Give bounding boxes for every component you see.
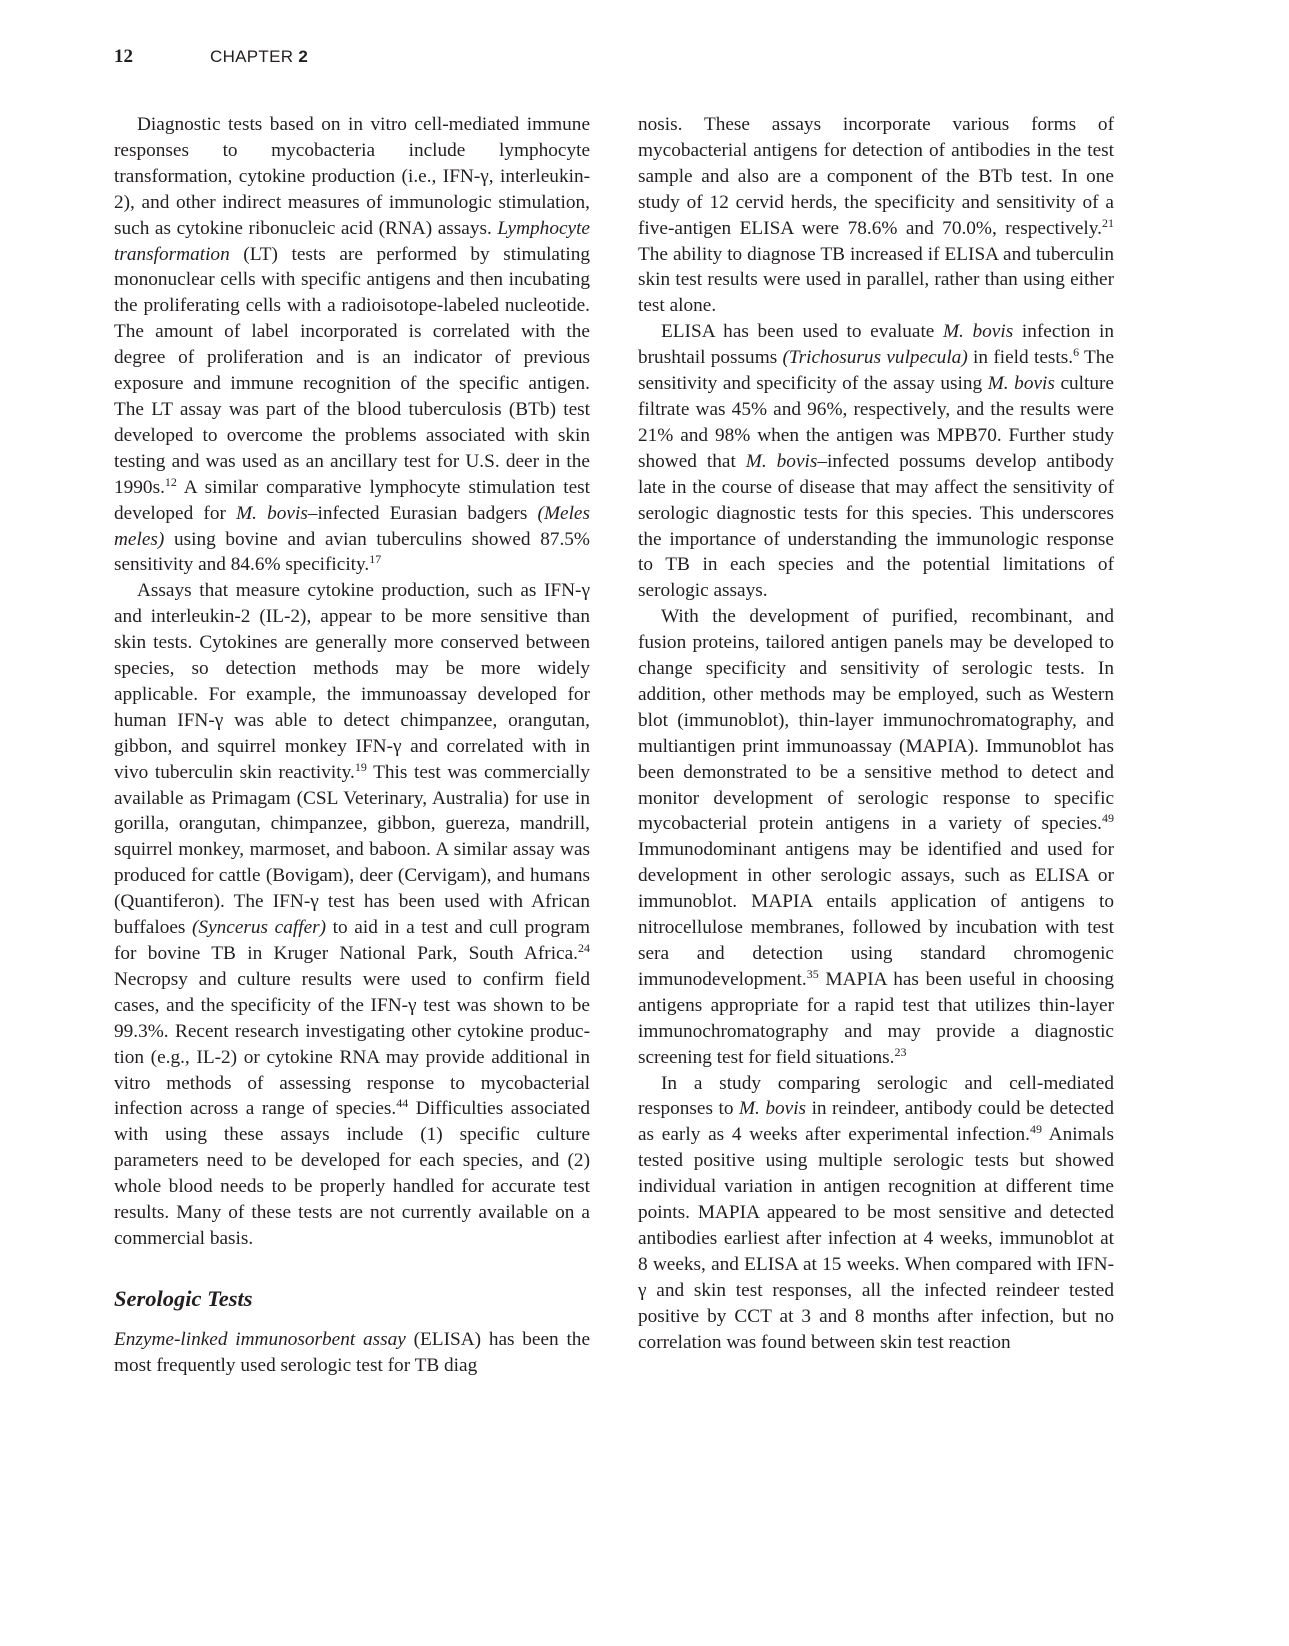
citation-ref: 6 (1073, 345, 1080, 360)
text-run: in field tests. (967, 347, 1074, 369)
citation-ref: 49 (1102, 811, 1114, 826)
text-run: This test was commercially available as Primagam (CSL Veterinary, Australia) for use in gorilla, orangutan, chimpanzee, gibbon, guereza, mandrill, squirrel monkey, marmoset, and baboon. A similar assay was produced for cattle (Bovigam), deer (Cervigam), and humans (Quantiferon). The IFN-γ test has been used with African buffaloes (114, 761, 590, 939)
paragraph-antigen-panels (638, 604, 1114, 1070)
term-lymphocyte-transformation: Lymphocyte transformation (114, 217, 590, 265)
species-name: (Meles meles) (114, 502, 590, 550)
term-elisa: Enzyme-linked immunosorbent assay (114, 1328, 406, 1350)
text-run: Necropsy and culture results were used to confirm field cases, and the specificity of the IFN-γ test was shown to be 99.3%. Recent research investigating other cytokine production (e.g., IL-2) or cytokine RNA may provide additional in vitro methods of assessing response to mycobacterial infection across a range of species. (114, 968, 590, 1120)
paragraph-possums (638, 319, 1114, 604)
chapter-word: CHAPTER (210, 47, 294, 66)
text-run: The sensitivity and specificity of the assay using (638, 347, 1115, 395)
text-run: Assays that measure cytokine production, such as IFN-γ and interleukin-2 (IL-2), appear to be more sensitive than skin tests. Cytokines are generally more conserved between species, so detection methods may be more widely applicable. For example, the immunoassay developed for human IFN-γ was able to detect chimpanzee, orangutan, gibbon, and squirrel monkey IFN-γ and correlated with in vivo tuberculin skin reactivity. (114, 580, 590, 783)
text-run: Diagnostic tests based on in vitro cell-mediated immune responses to mycobacteria include lymphocyte transformation, cytokine production (i.e., IFN-γ, interleukin-2), and other indirect measures of immunologic stimulation, such as cytokine ribonucleic acid (RNA) assays. (114, 114, 590, 239)
citation-ref: 49 (1029, 1122, 1042, 1137)
paragraph-elisa-intro (114, 1327, 590, 1379)
paragraph-cytokine-assays (114, 578, 590, 1252)
text-run: (LT) tests are performed by stimulating mononuclear cells with specific antigens and then incubating the proliferating cells with a radioisotope-labeled nucleotide. The amount of label incorporated is correlated with the degree of proliferation and is an indicator of previous exposure and immune recognition of the specific antigen. The LT assay was part of the blood tuberculosis (BTb) test developed to overcome the problems associated with skin testing and was used as an ancillary test for U.S. deer in the 1990s. (114, 243, 590, 498)
paragraph-reindeer-study (638, 1071, 1114, 1356)
section-heading-serologic-tests: Serologic Tests (114, 1285, 253, 1311)
citation-ref: 17 (369, 552, 382, 567)
citation-ref: 12 (164, 474, 177, 489)
species-name: M. bovis (236, 502, 308, 524)
citation-ref: 21 (1102, 215, 1114, 230)
chapter-number: 2 (298, 47, 309, 66)
text-run: nosis. These assays incorporate various forms of mycobacterial antigens for detection of antibodies in the test sample and also are a component of the BTb test. In one study of 12 cervid herds, the specificity and sensitivity of a five-antigen ELISA were 78.6% and 70.0%, respectively. (638, 114, 1114, 239)
chapter-label (210, 47, 308, 67)
species-name: (Trichosurus vulpecula) (782, 347, 968, 369)
text-run: (ELISA) has been the most frequently used serologic test for TB diag (114, 1328, 591, 1376)
species-name: M. bovis (987, 373, 1055, 395)
species-name: M. bovis (745, 450, 818, 472)
citation-ref: 19 (354, 759, 367, 774)
citation-ref: 44 (396, 1096, 409, 1111)
paragraph-cell-mediated-tests (114, 112, 590, 578)
text-run: in reindeer, antibody could be detected as early as 4 weeks after experimental infection. (638, 1098, 1115, 1146)
text-run: Animals tested positive using multiple serologic tests but showed individual variation in antigen recognition at different time points. MAPIA appeared to be most sensitive and detected antibodies earliest after infection at 4 weeks, immunoblot at 8 weeks, and ELISA at 15 weeks. When compared with IFN-γ and skin test responses, all the infected reindeer tested positive by CCT at 3 and 8 months after infection, but no correlation was found between skin test reaction (638, 1124, 1114, 1353)
species-name: M. bovis (943, 321, 1014, 343)
text-run: using bovine and avian tuberculins showed 87.5% sensitivity and 84.6% specificity. (114, 528, 590, 576)
text-run: In a study comparing serologic and cell-mediated responses to (638, 1072, 1114, 1120)
running-header (114, 46, 308, 76)
text-run: The ability to diagnose TB increased if ELISA and tuberculin skin test results were used in parallel, rather than using either test alone. (638, 243, 1114, 317)
right-column (638, 112, 1114, 1356)
left-column (114, 112, 590, 1379)
citation-ref: 35 (806, 966, 819, 981)
text-run: MAPIA has been useful in choosing antigens appropriate for a rapid test that utilizes thin-layer immunochromatography and may provide a diagnostic screening test for field situations. (638, 968, 1114, 1068)
text-run: infection in brushtail possums (638, 321, 1115, 369)
text-run: Immunodominant antigens may be identified and used for development in other serologic assays, such as ELISA or immunoblot. MAPIA entails application of antigens to nitrocellulose membranes, followed by incubation with test sera and detection using standard chromogenic immunodevelopment. (638, 839, 1114, 990)
text-run: culture filtrate was 45% and 96%, respectively, and the results were 21% and 98% when the antigen was MPB70. Further study showed that (638, 373, 1114, 472)
citation-ref: 23 (894, 1044, 907, 1059)
text-run: ELISA has been used to evaluate (661, 321, 943, 343)
species-name: (Syncerus caffer) (192, 917, 327, 939)
text-run: –infected Eurasian badgers (307, 502, 538, 524)
text-run: Difficulties associated with using these assays include (1) specific culture parameters need to be developed for each species, and (2) whole blood needs to be properly handled for accurate test results. Many of these tests are not currently available on a commercial basis. (114, 1098, 590, 1249)
paragraph-elisa-continued (638, 112, 1114, 319)
species-name: M. bovis (738, 1098, 807, 1120)
citation-ref: 24 (578, 941, 590, 955)
page-number: 12 (114, 46, 133, 67)
text-run: –infected possums develop antibody late in the course of disease that may affect the sensitivity of serologic diagnostic tests for this species. This underscores the importance of understanding the immunologic response to TB in each species and the potential limitations of serologic assays. (638, 450, 1114, 602)
text-run: With the development of purified, recombinant, and fusion proteins, tailored antigen panels may be developed to change specificity and sensitivity of serologic tests. In addition, other methods may be employed, such as Western blot (immunoblot), thin-layer immunochromatography, and multiantigen print immunoassay (MAPIA). Immunoblot has been demonstrated to be a sensitive method to detect and monitor development of serologic response to specific mycobacterial protein antigens in a variety of species. (638, 606, 1114, 835)
text-run: A similar comparative lymphocyte stimulation test developed for (114, 476, 590, 524)
text-run: to aid in a test and cull program for bovine TB in Kruger National Park, South Africa. (114, 917, 590, 964)
